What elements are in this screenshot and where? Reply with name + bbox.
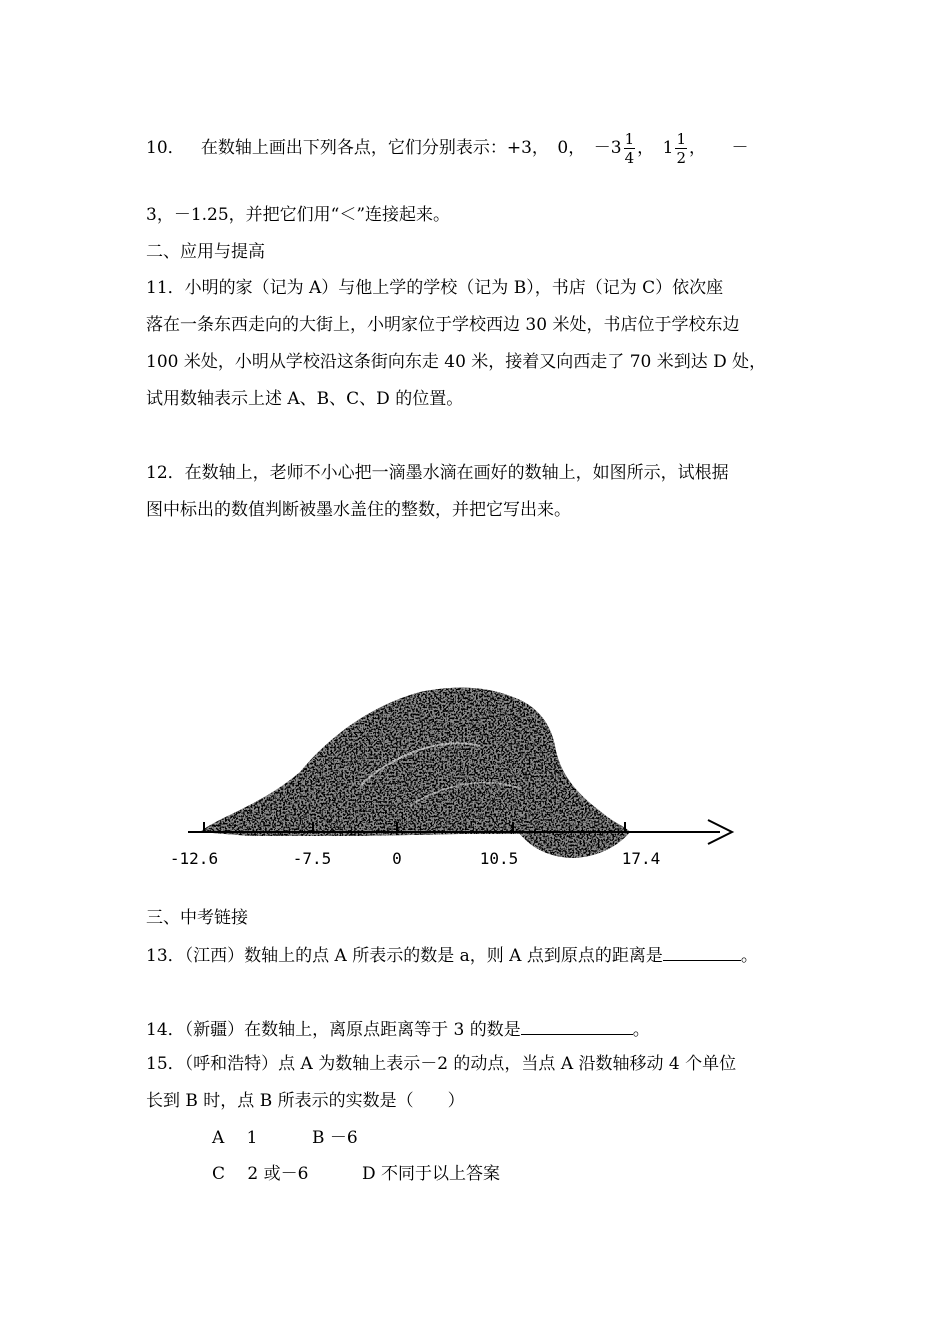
q13-text: 13．（江西）数轴上的点 A 所表示的数是 a，则 A 点到原点的距离是 xyxy=(146,946,663,966)
q10-number: 10． xyxy=(146,138,185,158)
q14-answer-blank[interactable] xyxy=(521,1016,633,1035)
q13-answer-blank[interactable] xyxy=(663,942,741,961)
section-title-2: 二、应用与提高 xyxy=(146,242,265,262)
axis-tick-label: 10.5 xyxy=(479,849,519,868)
q13-end: 。 xyxy=(740,946,758,966)
q10-separator2: ， － xyxy=(688,138,749,158)
axis-tick-label: -12.6 xyxy=(169,849,219,868)
q15-option-c[interactable]: C 2 或－6 xyxy=(212,1164,309,1184)
fraction-one-half: $\frac{1}{2}$ xyxy=(676,130,686,167)
q12-line1: 12．在数轴上，老师不小心把一滴墨水滴在画好的数轴上，如图所示，试根据 xyxy=(146,463,729,483)
q11-line2: 落在一条东西走向的大街上，小明家位于学校西边 30 米处，书店位于学校东边 xyxy=(146,315,740,335)
q15-line1: 15．（呼和浩特）点 A 为数轴上表示－2 的动点，当点 A 沿数轴移动 4 个单位 xyxy=(146,1054,737,1074)
q10-text: 在数轴上画出下列各点，它们分别表示：+3， 0， －3 xyxy=(200,138,622,158)
fraction-one-quarter: $\frac{1}{4}$ xyxy=(624,130,635,167)
q10-line2: 3，－1.25，并把它们用“＜”连接起来。 xyxy=(146,205,451,225)
q10-separator1: ， 1 xyxy=(637,138,674,158)
q14-text: 14．（新疆）在数轴上，离原点距离等于 3 的数是 xyxy=(146,1020,521,1040)
q10-line1 xyxy=(146,130,748,167)
axis-tick-label: 17.4 xyxy=(621,849,661,868)
section-title-3: 三、中考链接 xyxy=(146,908,248,928)
q13-line xyxy=(146,942,758,968)
q12-line2: 图中标出的数值判断被墨水盖住的整数，并把它写出来。 xyxy=(146,500,571,520)
number-line-figure xyxy=(160,676,750,876)
q15-option-a[interactable]: A 1 xyxy=(212,1128,258,1148)
q15-option-b[interactable]: B －6 xyxy=(312,1128,358,1148)
ink-blot xyxy=(160,676,750,876)
q14-line xyxy=(146,1016,650,1042)
q11-line4: 试用数轴表示上述 A、B、C、D 的位置。 xyxy=(146,389,464,409)
q15-option-d[interactable]: D 不同于以上答案 xyxy=(362,1164,501,1184)
q14-end: 。 xyxy=(632,1020,650,1040)
axis-tick-label: 0 xyxy=(392,849,402,868)
q11-line3: 100 米处，小明从学校沿这条街向东走 40 米，接着又向西走了 70 米到达 D 处， xyxy=(146,352,767,372)
q11-line1: 11．小明的家（记为 A）与他上学的学校（记为 B），书店（记为 C）依次座 xyxy=(146,278,724,298)
q15-line2: 长到 B 时，点 B 所表示的实数是（ ） xyxy=(146,1091,465,1111)
axis-tick-label: -7.5 xyxy=(292,849,332,868)
